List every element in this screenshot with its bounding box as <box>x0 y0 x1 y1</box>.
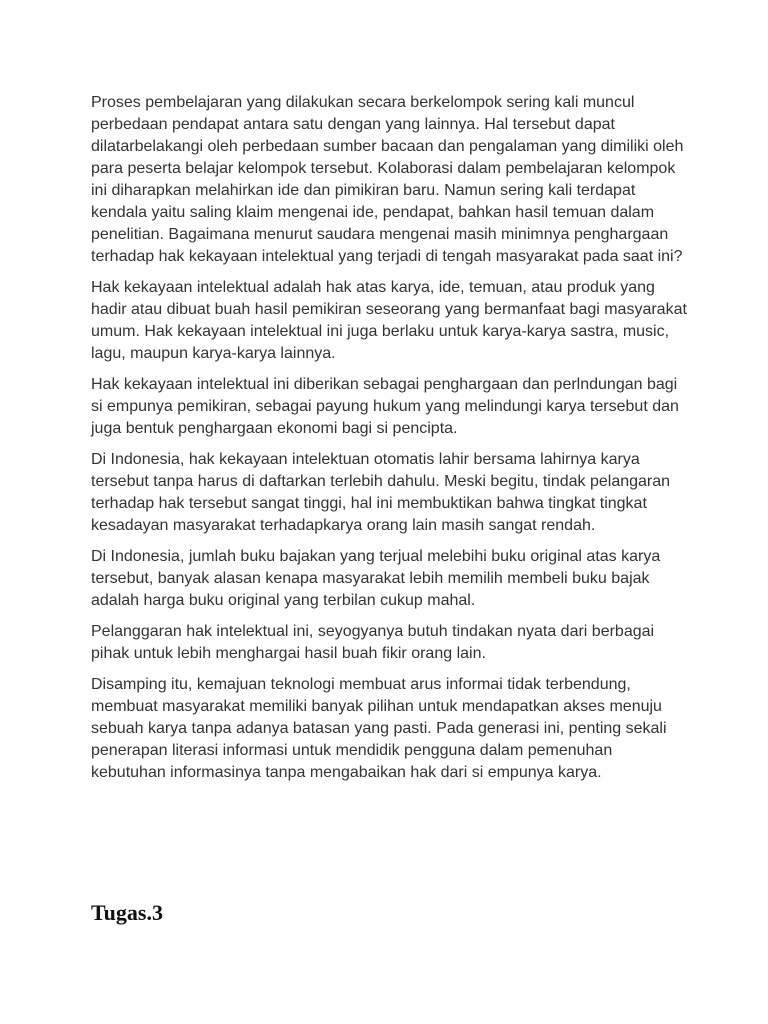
paragraph-6: Pelanggaran hak intelektual ini, seyogyanya butuh tindakan nyata dari berbagai pihak untuk lebih menghargai hasil buah fikir orang lain. <box>91 623 655 662</box>
paragraph-1: Proses pembelajaran yang dilakukan secara berkelompok sering kali muncul perbedaan pendapat antara satu dengan yang lainnya. Hal tersebut dapat dilatarbelakangi oleh perbedaan sumber bacaan dan pengalaman yang dimiliki oleh para peserta belajar kelompok tersebut. Kolaborasi dalam pembelajaran kelompok ini diharapkan melahirkan ide dan pimikiran baru. Namun sering kali terdapat kendala yaitu saling klaim mengenai ide, pendapat, bahkan hasil temuan dalam penelitian. Bagaimana menurut saudara mengenai masih minimnya penghargaan terhadap hak kekayaan intelektual yang terjadi di tengah masyarakat pada saat ini? <box>91 94 684 265</box>
paragraph-4: Di Indonesia, hak kekayaan intelektuan otomatis lahir bersama lahirnya karya tersebut tanpa harus di daftarkan terlebih dahulu. Meski begitu, tindak pelangaran terhadap hak tersebut sangat tinggi, hal ini membuktikan bahwa tingkat tingkat kesadayan masyarakat terhadapkarya orang lain masih sangat rendah. <box>91 451 671 534</box>
paragraph-5: Di Indonesia, jumlah buku bajakan yang terjual melebihi buku original atas karya tersebut, banyak alasan kenapa masyarakat lebih memilih membeli buku bajak adalah harga buku original yang terbilan cukup mahal. <box>91 548 661 609</box>
paragraph-3: Hak kekayaan intelektual ini diberikan sebagai penghargaan dan perlndungan bagi si empunya pemikiran, sebagai payung hukum yang melindungi karya tersebut dan juga bentuk penghargaan ekonomi bagi si pencipta. <box>91 376 679 437</box>
section-heading: Tugas.3 <box>91 900 163 925</box>
paragraph-2: Hak kekayaan intelektual adalah hak atas karya, ide, temuan, atau produk yang hadir atau dibuat buah hasil pemikiran seseorang yang bermanfaat bagi masyarakat umum. Hak kekayaan intelektual ini juga berlaku untuk karya-karya sastra, music, lagu, maupun karya-karya lainnya. <box>91 279 687 362</box>
paragraph-7: Disamping itu, kemajuan teknologi membuat arus informai tidak terbendung, membuat masyarakat memiliki banyak pilihan untuk mendapatkan akses menuju sebuah karya tanpa adanya batasan yang pasti. Pada generasi ini, penting sekali penerapan literasi informasi untuk mendidik pengguna dalam pemenuhan kebutuhan informasinya tanpa mengabaikan hak dari si empunya karya. <box>91 676 667 781</box>
document-body <box>91 92 691 793</box>
